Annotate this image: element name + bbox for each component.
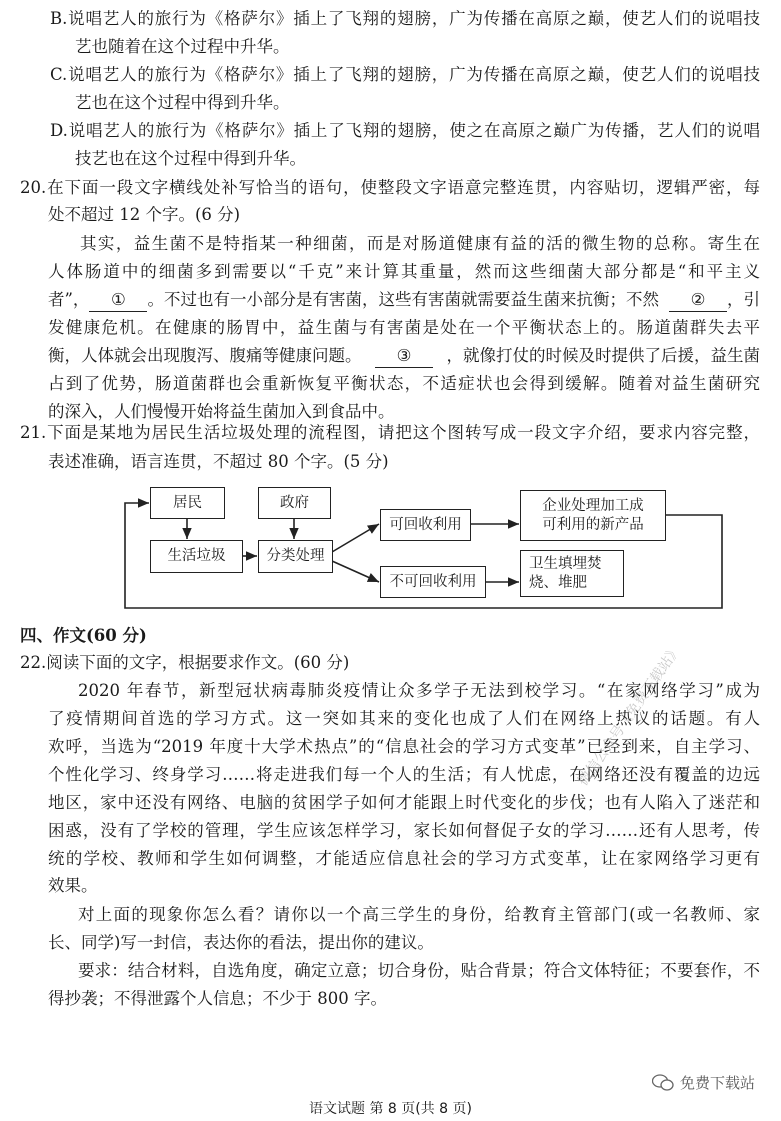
q20-passage-line4: 发健康危机。在健康的肠胃中，益生菌与有害菌是处在一个平衡状态上的。肠道菌群失去平 — [48, 318, 760, 337]
text-fragment: 。不过也有一小部分是有害菌，这些有害菌就需要益生菌来抗衡；不然 — [147, 290, 659, 309]
flow-box-non-recyclable: 不可回收利用 — [380, 566, 486, 598]
q22-task-line2: 长、同学)写一封信，表达你的看法，提出你的建议。 — [48, 933, 434, 952]
q20-passage-line6: 占到了优势，肠道菌群也会重新恢复平衡状态，不适症状也会得到缓解。随着对益生菌研究 — [48, 374, 760, 393]
box-text: 可利用的新产品 — [542, 516, 644, 533]
q20-prompt-line2: 处不超过 12 个字。(6 分) — [48, 205, 241, 224]
q22-passage-line: 2020 年春节，新型冠状病毒肺炎疫情让众多学子无法到校学习。“在家网络学习”成为 — [78, 681, 760, 700]
arrow-to-non-recyclable — [332, 561, 379, 582]
option-d-line2: 技艺也在这个过程中得到升华。 — [75, 149, 306, 168]
box-text: 烧、堆肥 — [529, 574, 587, 591]
q22-passage-line: 了疫情期间首选的学习方式。这一突如其来的变化也成了人们在网络上热议的话题。有人 — [48, 709, 760, 728]
q21-prompt-line2: 表述准确，语言连贯，不超过 80 个字。(5 分) — [48, 452, 389, 471]
text-fragment: ，就像打仗的时候及时提供了后援，益生菌 — [446, 346, 760, 365]
q22-passage-line: 地区，家中还没有网络、电脑的贫困学子如何才能跟上时代变化的步伐；也有人陷入了迷茫和 — [48, 793, 760, 812]
box-text: 卫生填埋焚 — [529, 555, 602, 572]
q22-passage-line: 个性化学习、终身学习……将走进我们每一个人的生活；有人忧虑，在网络还没有覆盖的边远 — [48, 765, 760, 784]
flow-box-government: 政府 — [258, 487, 331, 519]
blank-2: ② — [669, 289, 727, 312]
text-fragment: ，引 — [727, 290, 760, 309]
flow-box-sorting: 分类处理 — [258, 540, 333, 573]
flow-box-household-waste: 生活垃圾 — [150, 540, 243, 573]
flow-box-residents: 居民 — [150, 487, 225, 519]
q20-passage-line2: 人体肠道中的细菌多到需要以“千克”来计算其重量，然而这些细菌大部分都是“和平主义 — [48, 262, 760, 281]
q22-requirements-line1: 要求：结合材料，自选角度，确定立意；切合身份，贴合背景；符合文体特征；不要套作，不 — [78, 961, 760, 980]
q22-requirements-line2: 得抄袭；不得泄露个人信息；不少于 800 字。 — [48, 989, 387, 1008]
section-heading: 四、作文(60 分) — [20, 626, 147, 645]
q20-passage-line7: 的深入，人们慢慢开始将益生菌加入到食品中。 — [48, 402, 395, 421]
option-c-line2: 艺也在这个过程中得到升华。 — [75, 93, 290, 112]
text-fragment: 衡，人体就会出现腹泻、腹痛等健康问题。 — [48, 346, 362, 365]
q22-passage-line: 欢呼，当选为“2019 年度十大学术热点”的“信息社会的学习方式变革”已经到来，自主学习、 — [48, 737, 760, 756]
flow-box-enterprise — [520, 490, 666, 541]
q22-passage-line: 效果。 — [48, 876, 98, 895]
q22-task-line1: 对上面的现象你怎么看？请你以一个高三学生的身份，给教育主管部门(或一名教师、家 — [78, 905, 760, 924]
q22-passage-line: 困惑，没有了学校的管理，学生应该怎样学习，家长如何督促子女的学习……还有人思考，传 — [48, 821, 760, 840]
q20-prompt-line1: 20.在下面一段文字横线处补写恰当的语句，使整段文字语意完整连贯，内容贴切，逻辑严密，每 — [20, 178, 760, 197]
blank-1: ① — [89, 289, 147, 312]
q20-passage-line1: 其实，益生菌不是特指某一种细菌，而是对肠道健康有益的活的微生物的总称。寄生在 — [80, 234, 760, 253]
wechat-logo — [652, 1072, 755, 1093]
text-fragment: 者”， — [48, 290, 90, 309]
watermark: 微信公众号《免费下载站》 — [575, 642, 685, 789]
page-footer: 语文试题 第 8 页(共 8 页) — [309, 1101, 472, 1117]
q22-prompt: 22.阅读下面的文字，根据要求作文。(60 分) — [20, 653, 350, 672]
flow-box-recyclable: 可回收利用 — [380, 509, 471, 541]
q21-prompt-line1: 21.下面是某地为居民生活垃圾处理的流程图，请把这个图转写成一段文字介绍，要求内容完整， — [20, 423, 760, 442]
option-c-line1: C.说唱艺人的旅行为《格萨尔》插上了飞翔的翅膀，广为传播在高原之巅，使艺人们的说唱技 — [50, 65, 760, 84]
arrow-to-recyclable — [332, 524, 379, 552]
wechat-icon — [652, 1074, 674, 1092]
option-b-line1: B.说唱艺人的旅行为《格萨尔》插上了飞翔的翅膀，广为传播在高原之巅，使艺人们的说唱技 — [50, 9, 760, 28]
box-text: 企业处理加工成 — [542, 497, 644, 514]
flow-box-landfill — [520, 550, 624, 597]
option-d-line1: D.说唱艺人的旅行为《格萨尔》插上了飞翔的翅膀，使之在高原之巅广为传播，艺人们的说唱 — [50, 121, 760, 140]
option-b-line2: 艺也随着在这个过程中升华。 — [75, 37, 290, 56]
blank-3: ③ — [375, 345, 433, 368]
logo-text: 免费下载站 — [680, 1074, 756, 1092]
q22-passage-line: 统的学校、教师和学生如何调整，才能适应信息社会的学习方式变革，让在家网络学习更有 — [48, 849, 760, 868]
